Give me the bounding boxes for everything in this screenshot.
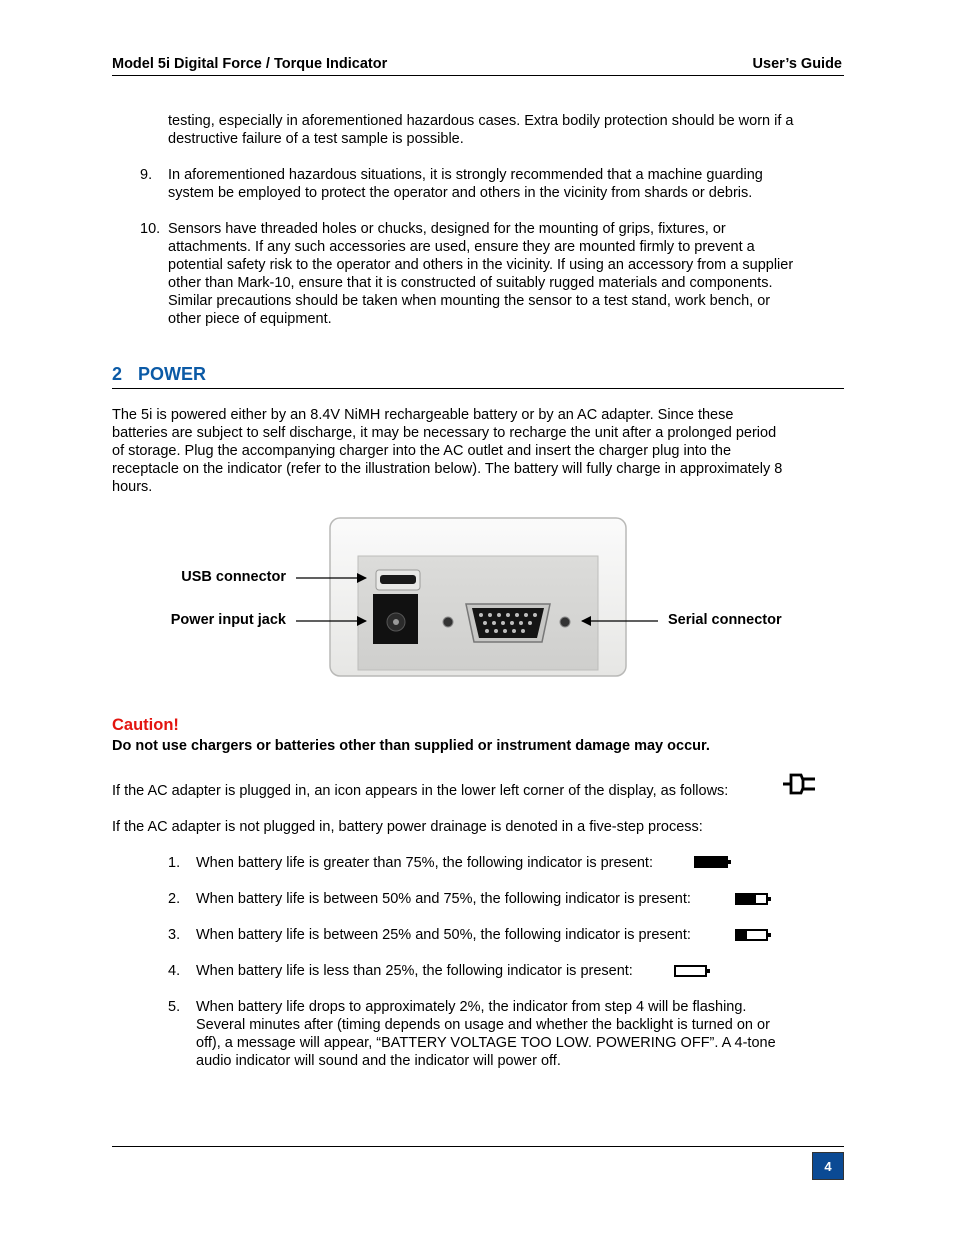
text-line: batteries are subject to self discharge, it may be necessary to recharge the unit after a prolonged period: [112, 425, 777, 441]
battery-step: [196, 854, 653, 872]
battery-step: [196, 998, 776, 1070]
battery-one-third-icon: [735, 929, 768, 941]
battery-step: [196, 926, 691, 944]
list-number: 3.: [168, 927, 181, 943]
ac-adapter-text: If the AC adapter is plugged in, an icon appears in the lower left corner of the display, as follows:: [112, 783, 729, 799]
text-line: In aforementioned hazardous situations, it is strongly recommended that a machine guarding: [168, 167, 763, 183]
list-number: 5.: [168, 999, 181, 1015]
text-line: The 5i is powered either by an 8.4V NiMH rechargeable battery or by an AC adapter. Since these: [112, 407, 734, 423]
list-number: 9.: [140, 167, 153, 183]
list-number: 1.: [168, 855, 181, 871]
text-line: hours.: [112, 479, 153, 495]
battery-two-thirds-icon: [735, 893, 768, 905]
section-title: POWER: [138, 364, 207, 384]
text-line: potential safety risk to the operator and others in the vicinity. If using an accessory from a supplier: [168, 257, 794, 273]
caution-title: Caution!: [112, 716, 179, 734]
battery-intro-text: If the AC adapter is not plugged in, battery power drainage is denoted in a five-step process:: [112, 819, 703, 835]
footer-rule: [112, 1146, 844, 1147]
text-line: audio indicator will sound and the indicator will power off.: [196, 1053, 561, 1069]
usb-port-icon: [376, 570, 420, 590]
text-line: When battery life is greater than 75%, the following indicator is present:: [196, 855, 653, 871]
text-line: testing, especially in aforementioned hazardous cases. Extra bodily protection should be worn if a: [168, 113, 794, 129]
section-number: 2: [112, 364, 123, 384]
battery-step: [196, 962, 633, 980]
battery-empty-icon: [674, 965, 707, 977]
battery-full-icon: [694, 856, 728, 868]
power-jack-label: Power input jack: [170, 612, 286, 628]
text-line: other piece of equipment.: [168, 311, 332, 327]
text-line: When battery life is less than 25%, the following indicator is present:: [196, 963, 633, 979]
text-line: of storage. Plug the accompanying charger into the AC outlet and insert the charger plug into the: [112, 443, 732, 459]
text-line: When battery life is between 50% and 75%, the following indicator is present:: [196, 891, 691, 907]
text-line: system be employed to protect the operator and others in the vicinity from shards or debris.: [168, 185, 753, 201]
text-line: Similar precautions should be taken when mounting the sensor to a test stand, work bench, or: [168, 293, 771, 309]
serial-port-icon: [466, 604, 550, 642]
header-title: Model 5i Digital Force / Torque Indicator: [112, 56, 388, 72]
header-guide: User’s Guide: [752, 56, 842, 72]
power-jack-icon: [373, 594, 418, 644]
list-number: 10.: [140, 221, 161, 237]
text-line: When battery life drops to approximately 2%, the indicator from step 4 will be flashing.: [196, 999, 747, 1015]
list-number: 4.: [168, 963, 181, 979]
usb-connector-label: USB connector: [181, 569, 286, 585]
screw-left-icon: [443, 617, 453, 627]
text-line: attachments. If any such accessories are used, ensure they are mounted firmly to prevent a: [168, 239, 755, 255]
text-line: When battery life is between 25% and 50%, the following indicator is present:: [196, 927, 691, 943]
text-line: destructive failure of a test sample is possible.: [168, 131, 464, 147]
text-line: Several minutes after (timing depends on usage and whether the backlight is turned on or: [196, 1017, 770, 1033]
text-line: other than Mark-10, ensure that it is constructed of suitably rugged materials and components.: [168, 275, 773, 291]
caution-text: Do not use chargers or batteries other than supplied or instrument damage may occur.: [112, 738, 710, 754]
battery-step: [196, 890, 691, 908]
list-number: 2.: [168, 891, 181, 907]
ac-plug-icon: [782, 770, 818, 798]
screw-right-icon: [560, 617, 570, 627]
text-line: receptacle on the indicator (refer to the illustration below). The battery will fully charge in approximately 8: [112, 461, 783, 477]
text-line: Sensors have threaded holes or chucks, designed for the mounting of grips, fixtures, or: [168, 221, 726, 237]
page-number: 4: [812, 1152, 844, 1180]
serial-connector-label: Serial connector: [668, 612, 782, 628]
text-line: off), a message will appear, “BATTERY VOLTAGE TOO LOW. POWERING OFF”. A 4-tone: [196, 1035, 776, 1051]
